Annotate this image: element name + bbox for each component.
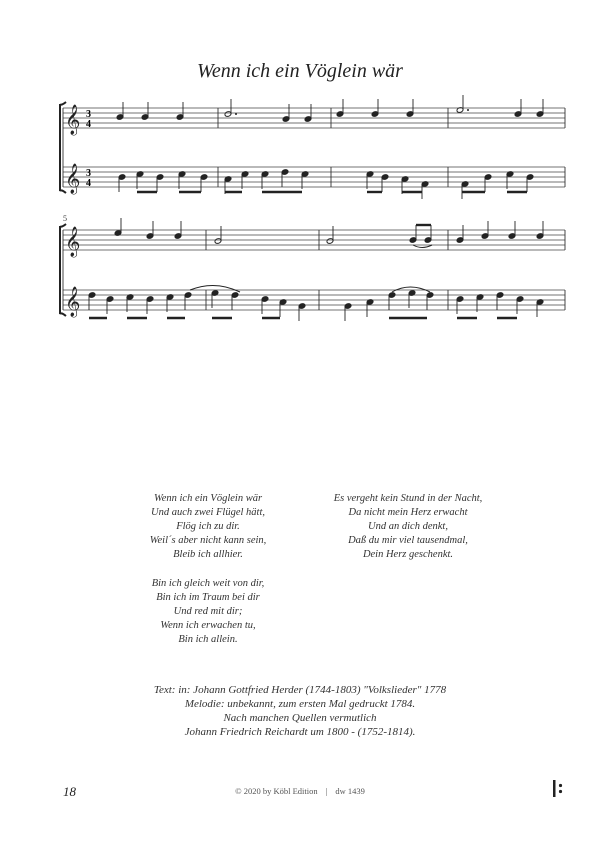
- note: [421, 181, 429, 199]
- treble-clef-icon: 𝄞: [65, 287, 81, 317]
- note: [526, 174, 534, 192]
- note: [496, 292, 504, 310]
- note: [178, 171, 186, 189]
- lyrics-verse-3: Es vergeht kein Stund in der Nacht, Da nicht mein Herz erwacht Und an dich denkt, Daß du mir viel tausendmal, Dein Herz geschenkt.: [333, 493, 483, 560]
- note: [298, 303, 306, 321]
- notes: [88, 95, 544, 321]
- note: [536, 299, 544, 317]
- note: [176, 102, 184, 120]
- note: [114, 218, 122, 236]
- note: [366, 299, 374, 317]
- barlines: [60, 102, 565, 316]
- time-signature-top: 3: [86, 168, 91, 179]
- treble-clef-icon: 𝄞: [65, 105, 81, 135]
- note: [231, 292, 239, 310]
- page-number: 18: [63, 784, 76, 799]
- note: [116, 102, 124, 120]
- copyright-footer: © 2020 by Köbl Edition | dw 1439: [235, 786, 365, 796]
- note: [456, 225, 464, 243]
- dot: [467, 109, 469, 111]
- note: [426, 292, 434, 310]
- note: [241, 171, 249, 189]
- catalog-number: dw 1439: [335, 786, 365, 796]
- note: [366, 171, 374, 189]
- note: [281, 169, 289, 187]
- credits: Text: in: Johann Gottfried Herder (1744-1803) "Volkslieder" 1778 Melodie: unbekannt, zum ersten Mal gedruckt 1784. Nach manchen Quellen vermutlich Johann Friedrich Reichardt um 1800 - (1752-1814).: [153, 684, 447, 738]
- copyright-text: © 2020 by Köbl Edition: [235, 786, 318, 796]
- measure-number: 5: [63, 214, 67, 223]
- note: [409, 225, 417, 243]
- note: [261, 171, 269, 189]
- note: [141, 102, 149, 120]
- note: [381, 174, 389, 192]
- note: [279, 299, 287, 317]
- time-signature-bottom: 4: [86, 178, 91, 189]
- tie: [413, 245, 432, 248]
- note: [484, 174, 492, 192]
- note: [461, 181, 469, 199]
- note: [184, 292, 192, 310]
- note: [424, 225, 432, 243]
- time-signature-top: 3: [86, 109, 91, 120]
- note: [88, 292, 96, 310]
- staff-lines: [63, 108, 565, 310]
- dot: [235, 113, 237, 115]
- note: [344, 303, 352, 321]
- note: [388, 292, 396, 310]
- lyrics-verse-2: Bin ich gleich weit von dir, Bin ich im Traum bei dir Und red mit dir; Wenn ich erwachen tu, Bin ich allein.: [151, 578, 265, 645]
- note: [126, 294, 134, 312]
- note: [166, 294, 174, 312]
- note: [476, 294, 484, 312]
- note: [506, 171, 514, 189]
- treble-clef-icon: 𝄞: [65, 227, 81, 257]
- note: [118, 174, 126, 192]
- note: [200, 174, 208, 192]
- note: [136, 171, 144, 189]
- note: [156, 174, 164, 192]
- note: [301, 171, 309, 189]
- time-signature-bottom: 4: [86, 119, 91, 130]
- song-title: Wenn ich ein Vöglein wär: [197, 60, 403, 82]
- note: [456, 95, 464, 113]
- treble-clef-icon: 𝄞: [65, 164, 81, 194]
- lyrics-verse-1: Wenn ich ein Vöglein wär Und auch zwei Flügel hätt, Flög ich zu dir. Weil´s aber nicht kann sein, Bleib ich allhier.: [149, 493, 267, 560]
- clefs-and-time-signatures: [65, 104, 91, 318]
- repeat-sign-icon: [552, 779, 566, 799]
